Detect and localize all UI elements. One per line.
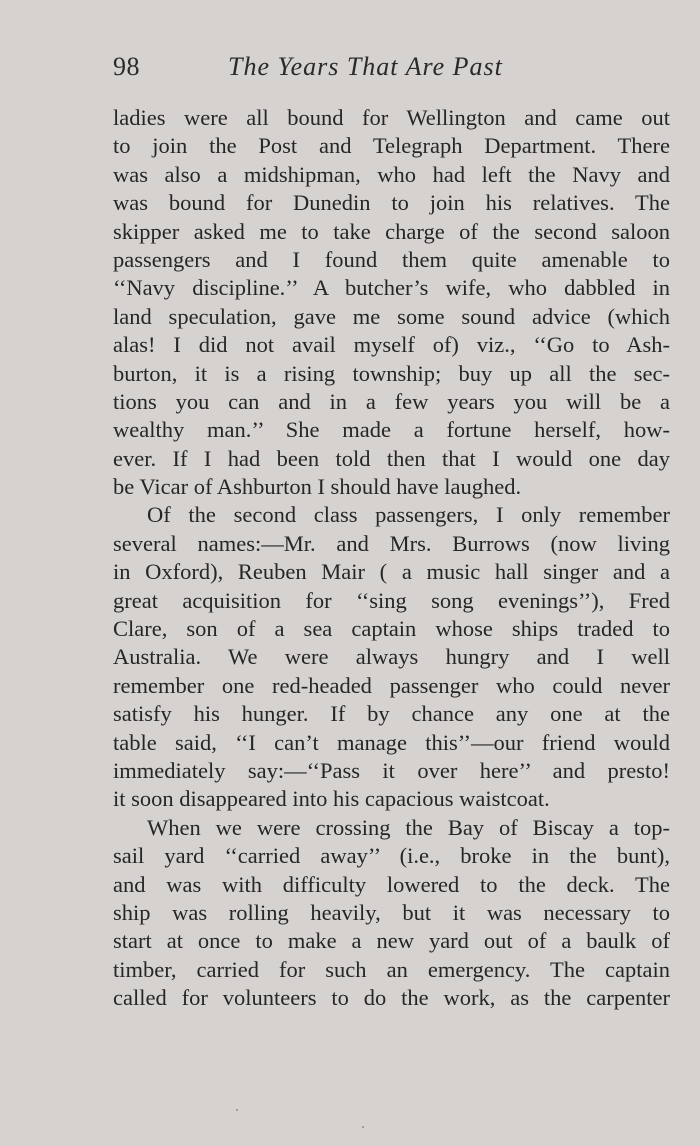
text-line: sail yard ‘‘carried away’’ (i.e., broke in the bunt), (113, 843, 670, 869)
text-line: be Vicar of Ashburton I should have laughed. (113, 474, 522, 500)
text-line: ever. If I had been told then that I would one day (113, 445, 670, 471)
text-line: was bound for Dunedin to join his relatives. The (113, 190, 670, 216)
text-line: alas! I did not avail myself of) viz., ‘‘Go to Ash- (113, 332, 670, 358)
text-line: timber, carried for such an emergency. The captain (113, 956, 670, 982)
text-line: table said, ‘‘I can’t manage this’’—our friend would (113, 729, 670, 755)
text-line: Of the second class passengers, I only remember (147, 502, 670, 528)
text-line: ship was rolling heavily, but it was necessary to (113, 899, 670, 925)
text-line: satisfy his hunger. If by chance any one at the (113, 701, 670, 727)
text-line: great acquisition for ‘‘sing song evenings’’), Fred (113, 587, 670, 613)
text-line: skipper asked me to take charge of the second saloon (113, 218, 670, 244)
body-text (113, 104, 670, 1013)
page-speck (362, 1126, 364, 1128)
text-line: in Oxford), Reuben Mair ( a music hall singer and a (113, 559, 670, 585)
text-line: and was with difficulty lowered to the deck. The (113, 871, 670, 897)
text-line: passengers and I found them quite amenable to (113, 246, 670, 272)
text-line: start at once to make a new yard out of a baulk of (113, 928, 670, 954)
text-line: ladies were all bound for Wellington and came out (113, 105, 670, 130)
text-line: it soon disappeared into his capacious waistcoat. (113, 786, 550, 812)
page-header (113, 52, 668, 86)
text-line: ‘‘Navy discipline.’’ A butcher’s wife, who dabbled in (113, 275, 670, 301)
running-head: The Years That Are Past (228, 52, 503, 81)
text-line: tions you can and in a few years you will be a (113, 388, 670, 414)
text-line: was also a midshipman, who had left the Navy and (113, 161, 670, 187)
text-line: Clare, son of a sea captain whose ships traded to (113, 616, 670, 642)
text-line: called for volunteers to do the work, as the carpenter (113, 985, 670, 1011)
page-speck (236, 1109, 238, 1111)
text-line: immediately say:—‘‘Pass it over here’’ and presto! (113, 757, 670, 783)
text-line: When we were crossing the Bay of Biscay a top- (147, 814, 670, 840)
text-line: wealthy man.’’ She made a fortune herself, how- (113, 417, 670, 443)
text-line: land speculation, gave me some sound advice (which (113, 303, 670, 329)
text-line: to join the Post and Telegraph Department. There (113, 133, 670, 159)
text-line: Australia. We were always hungry and I well (113, 644, 670, 670)
page-number: 98 (113, 52, 140, 81)
text-line: burton, it is a rising township; buy up all the sec- (113, 360, 670, 386)
text-line: several names:—Mr. and Mrs. Burrows (now living (113, 530, 670, 556)
text-line: remember one red-headed passenger who could never (113, 672, 670, 698)
